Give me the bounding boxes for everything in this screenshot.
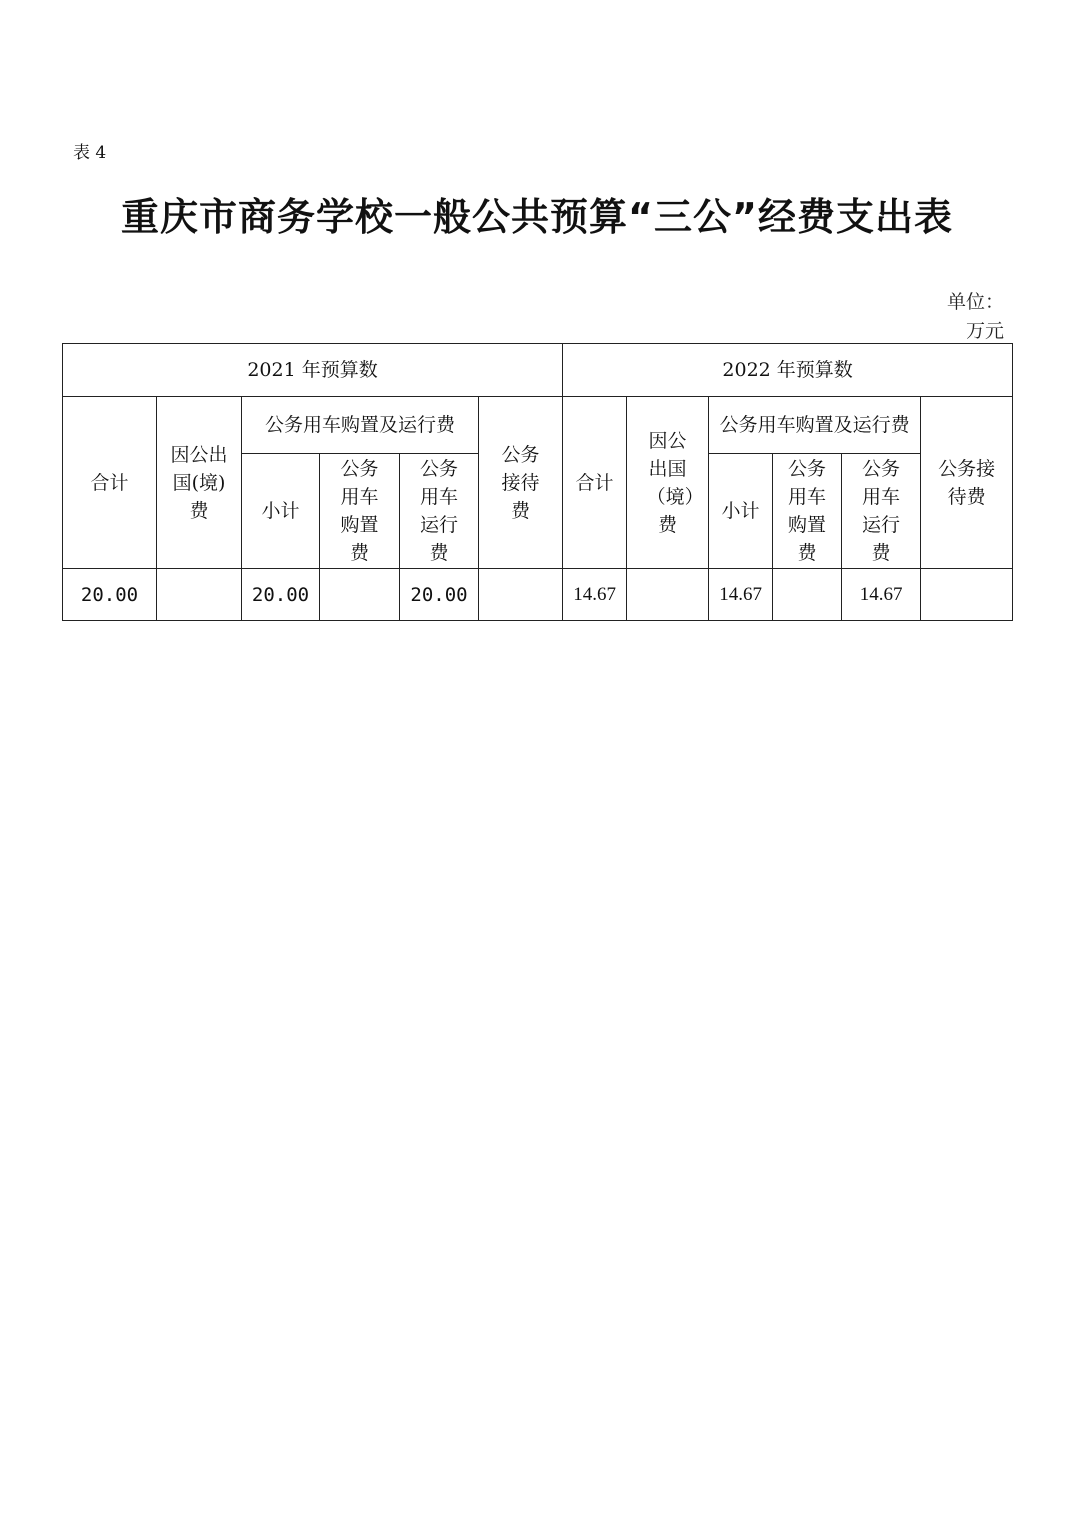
header-vehicle-purchase-2022	[773, 454, 842, 569]
value-total-2021: 20.00	[63, 569, 157, 621]
budget-table	[62, 343, 1013, 621]
value-subtotal-2022: 14.67	[709, 569, 773, 621]
header-subtotal-2022: 小计	[709, 454, 773, 569]
header-vehicle-2021: 公务用车购置及运行费	[242, 397, 479, 454]
unit-label-line2: 万元	[965, 320, 1004, 342]
header-vehicle-purchase-2021	[320, 454, 400, 569]
header-vehicle-operation-2022-text: 公务用车运行费	[862, 458, 901, 564]
header-total-2022: 合计	[563, 397, 627, 569]
value-abroad-2021	[157, 569, 242, 621]
value-total-2022: 14.67	[563, 569, 627, 621]
header-reception-2022	[921, 397, 1013, 569]
header-vehicle-purchase-2021-text: 公务用车购置费	[340, 458, 379, 564]
value-reception-2021	[479, 569, 563, 621]
table-row	[63, 344, 1013, 397]
header-abroad-2022-text: 因公出国（境）费	[646, 429, 704, 536]
header-vehicle-2022	[709, 397, 921, 454]
value-operation-2021: 20.00	[400, 569, 479, 621]
value-reception-2022	[921, 569, 1013, 621]
header-vehicle-operation-2021	[400, 454, 479, 569]
header-abroad-2021	[157, 397, 242, 569]
table-row	[63, 397, 1013, 454]
header-vehicle-2022-text: 公务用车购置及运行费	[719, 414, 910, 436]
header-abroad-2022	[627, 397, 709, 569]
value-subtotal-2021: 20.00	[242, 569, 320, 621]
header-vehicle-purchase-2022-text: 公务用车购置费	[788, 458, 827, 564]
page-title: 重庆市商务学校一般公共预算“三公”经费支出表	[121, 195, 953, 239]
value-abroad-2022	[627, 569, 709, 621]
value-purchase-2022	[773, 569, 842, 621]
header-total-2021: 合计	[63, 397, 157, 569]
header-abroad-2021-text: 因公出国(境)费	[170, 443, 228, 522]
header-vehicle-operation-2021-text: 公务用车运行费	[419, 458, 458, 564]
header-subtotal-2021: 小计	[242, 454, 320, 569]
header-reception-2022-text: 公务接待费	[938, 457, 996, 508]
value-purchase-2021	[320, 569, 400, 621]
unit-label-line1: 单位：	[946, 291, 1004, 313]
table-number: 表 4	[73, 143, 107, 163]
year-2022-header: 2022 年预算数	[563, 344, 1013, 397]
value-operation-2022: 14.67	[842, 569, 921, 621]
table-row	[63, 569, 1013, 621]
year-2021-header: 2021 年预算数	[63, 344, 563, 397]
unit-label	[924, 288, 1004, 346]
header-reception-2021-text: 公务接待费	[501, 443, 540, 522]
header-reception-2021	[479, 397, 563, 569]
header-vehicle-operation-2022	[842, 454, 921, 569]
